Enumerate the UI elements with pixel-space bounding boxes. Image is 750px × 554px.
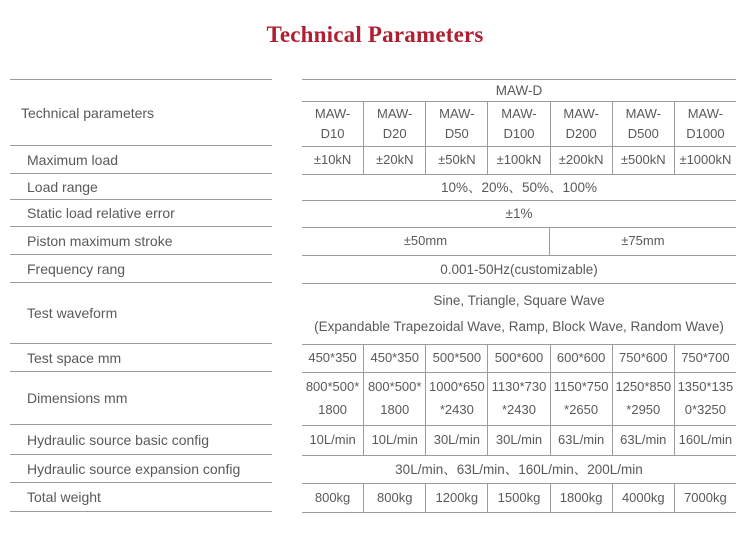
value-cell: 800kg bbox=[363, 484, 425, 512]
model-name: MAW-D100 bbox=[501, 105, 537, 141]
row-label-test-space bbox=[10, 344, 272, 372]
test-space-row bbox=[302, 345, 736, 373]
model-name: MAW-D1000 bbox=[686, 105, 725, 141]
value-cell: ±200kN bbox=[550, 147, 612, 174]
parameter-label-column bbox=[10, 79, 272, 512]
row-label-dimensions bbox=[10, 372, 272, 425]
value-cell: ±1000kN bbox=[674, 147, 736, 174]
value-cell: 800*500*1800 bbox=[305, 379, 360, 417]
value-cell: ±20kN bbox=[363, 147, 425, 174]
value-cell: 1000*650*2430 bbox=[425, 373, 487, 425]
value-cell: 63L/min bbox=[612, 426, 674, 455]
value-cell: 10L/min bbox=[363, 426, 425, 455]
value-cell-merged: 0.001-50Hz(customizable) bbox=[440, 261, 598, 277]
parameter-value-table bbox=[302, 79, 736, 513]
row-label-text: Maximum load bbox=[27, 151, 119, 168]
row-label-load-range bbox=[10, 174, 272, 200]
value-cell: 1350*1350*3250 bbox=[674, 373, 736, 425]
value-cell: 10L/min bbox=[309, 432, 356, 448]
model-name: MAW-D50 bbox=[439, 105, 475, 141]
model-name: MAW-D20 bbox=[377, 105, 413, 141]
maximum-load-row bbox=[302, 147, 736, 175]
value-cell: 7000kg bbox=[674, 484, 736, 512]
value-cell-merged: 10%、20%、50%、100% bbox=[440, 179, 598, 195]
value-cell: ±50kN bbox=[425, 147, 487, 174]
value-cell-merged bbox=[302, 284, 736, 344]
static-error-row bbox=[302, 201, 736, 228]
value-cell: 1130*730*2430 bbox=[487, 373, 549, 425]
value-cell: 1800kg bbox=[550, 484, 612, 512]
piston-stroke-row bbox=[302, 228, 736, 256]
corner-header bbox=[10, 80, 272, 146]
series-header-row bbox=[302, 80, 736, 102]
value-cell-span: ±75mm bbox=[549, 228, 736, 255]
value-cell: 30L/min bbox=[425, 426, 487, 455]
value-cell: 450*350 bbox=[363, 345, 425, 372]
value-cell: 750*600 bbox=[612, 345, 674, 372]
row-label-text: Frequency rang bbox=[27, 260, 126, 277]
model-name: MAW-D10 bbox=[314, 105, 351, 141]
value-cell: 800*500*1800 bbox=[363, 373, 425, 425]
row-label-maximum-load bbox=[10, 146, 272, 174]
value-cell: 450*350 bbox=[308, 350, 357, 366]
value-cell: 1500kg bbox=[487, 484, 549, 512]
value-cell: 750*700 bbox=[674, 345, 736, 372]
value-cell: 500*500 bbox=[425, 345, 487, 372]
value-cell: 500*600 bbox=[487, 345, 549, 372]
value-cell: ±10kN bbox=[313, 152, 352, 168]
row-label-frequency bbox=[10, 255, 272, 283]
value-cell: 160L/min bbox=[674, 426, 736, 455]
value-cell: 600*600 bbox=[550, 345, 612, 372]
row-label-text: Hydraulic source expansion config bbox=[27, 460, 241, 477]
value-cell: ±100kN bbox=[487, 147, 549, 174]
value-cell: 4000kg bbox=[612, 484, 674, 512]
row-label-piston-stroke bbox=[10, 227, 272, 255]
row-label-text: Dimensions mm bbox=[27, 390, 128, 406]
value-cell: 1150*750*2650 bbox=[550, 373, 612, 425]
corner-header-label: Technical parameters bbox=[21, 104, 155, 121]
row-label-text: Test space mm bbox=[27, 349, 122, 366]
model-name: MAW-D200 bbox=[563, 105, 599, 141]
total-weight-row bbox=[302, 484, 736, 513]
hydraulic-basic-row bbox=[302, 426, 736, 456]
value-cell: 63L/min bbox=[550, 426, 612, 455]
value-cell-merged: 30L/min、63L/min、160L/min、200L/min bbox=[395, 461, 643, 477]
model-header-cell bbox=[363, 102, 425, 146]
model-header-cell bbox=[487, 102, 549, 146]
load-range-row bbox=[302, 175, 736, 201]
row-label-text: Load range bbox=[27, 178, 98, 195]
row-label-static-error bbox=[10, 200, 272, 227]
row-label-text: Static load relative error bbox=[27, 205, 175, 221]
series-header-cell: MAW-D bbox=[495, 82, 543, 98]
hydraulic-expansion-row bbox=[302, 456, 736, 484]
value-cell: 800kg bbox=[314, 489, 351, 505]
waveform-line-1: Sine, Triangle, Square Wave bbox=[433, 293, 605, 308]
row-label-hydraulic-expansion bbox=[10, 455, 272, 483]
row-label-text: Hydraulic source basic config bbox=[27, 431, 210, 448]
model-header-cell bbox=[302, 102, 363, 146]
frequency-row bbox=[302, 256, 736, 284]
model-header-row bbox=[302, 102, 736, 147]
row-label-waveform bbox=[10, 283, 272, 344]
model-header-cell bbox=[425, 102, 487, 146]
model-header-cell bbox=[612, 102, 674, 146]
waveform-row bbox=[302, 284, 736, 345]
dimensions-row bbox=[302, 373, 736, 426]
page-title: Technical Parameters bbox=[266, 22, 484, 47]
model-header-cell bbox=[550, 102, 612, 146]
value-cell: 30L/min bbox=[487, 426, 549, 455]
value-cell: 1200kg bbox=[425, 484, 487, 512]
row-label-text: Total weight bbox=[27, 489, 101, 505]
value-cell: 1250*850*2950 bbox=[612, 373, 674, 425]
value-cell-merged: ±1% bbox=[505, 206, 533, 222]
waveform-line-2: (Expandable Trapezoidal Wave, Ramp, Block Wave, Random Wave) bbox=[314, 319, 724, 334]
row-label-text: Piston maximum stroke bbox=[27, 232, 173, 249]
model-header-cell bbox=[674, 102, 736, 146]
row-label-total-weight bbox=[10, 483, 272, 512]
model-name: MAW-D500 bbox=[625, 105, 661, 141]
value-cell-span: ±50mm bbox=[403, 233, 448, 249]
row-label-text: Test waveform bbox=[27, 305, 118, 321]
value-cell: ±500kN bbox=[612, 147, 674, 174]
row-label-hydraulic-basic bbox=[10, 425, 272, 455]
